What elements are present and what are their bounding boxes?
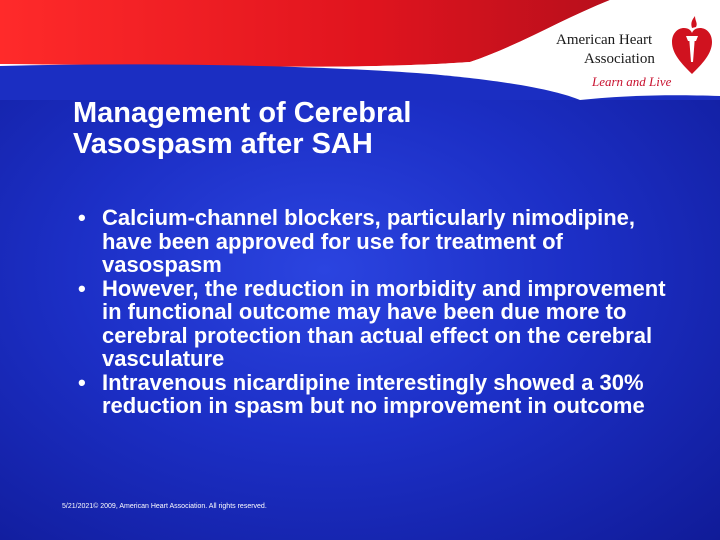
bullet-text: Calcium-channel blockers, particularly nimodipine, have been approved for use for treatment of vasospasm: [102, 205, 636, 277]
bullet-item: [78, 206, 678, 277]
logo-tagline: Learn and Live: [592, 74, 672, 89]
bullet-list: [78, 206, 678, 418]
logo-line1: American Heart: [556, 32, 653, 48]
bullet-text: However, the reduction in morbidity and improvement in functional outcome may have been due more to cerebral protection than actual effect on the cerebral vasculature: [102, 275, 666, 371]
bullet-icon: •: [78, 205, 86, 230]
bullet-item: [78, 277, 678, 371]
footer-copyright: 5/21/2021© 2009, American Heart Association. All rights reserved.: [62, 503, 267, 510]
slide-title: [73, 98, 633, 160]
bullet-item: [78, 371, 678, 418]
heart-torch-icon: [670, 16, 714, 76]
bullet-icon: •: [78, 369, 86, 395]
bullet-icon: •: [78, 275, 86, 301]
bullet-text: Intravenous nicardipine interestingly showed a 30% reduction in spasm but no improvement in outcome: [102, 369, 645, 418]
aha-logo: [556, 24, 716, 94]
title-line-2: Vasospasm after SAH: [73, 128, 373, 160]
logo-line2: Association: [584, 51, 655, 67]
title-line-1: Management of Cerebral: [73, 97, 412, 129]
